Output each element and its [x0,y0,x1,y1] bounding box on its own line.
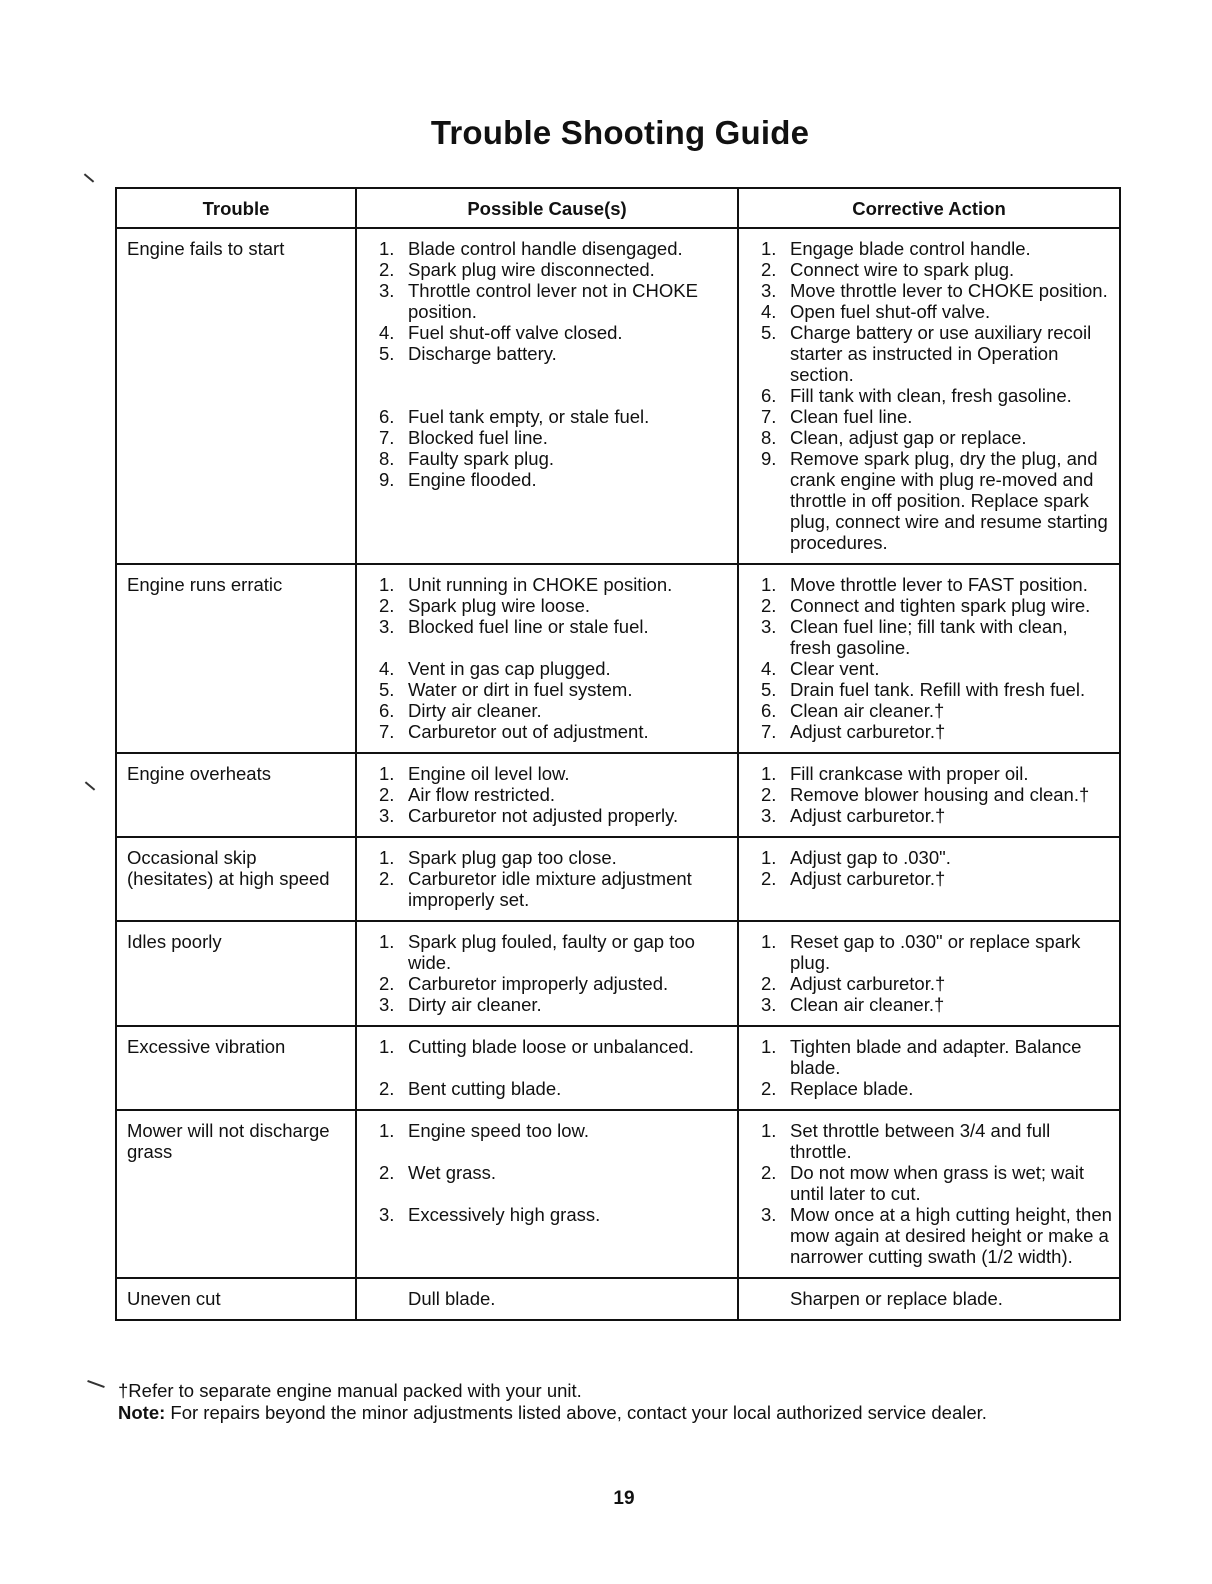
list-item: 6. Dirty air cleaner. [379,700,542,721]
trouble-cell: Excessive vibration [116,1026,356,1110]
list-item: 3. Clean air cleaner.† [761,994,945,1015]
list-item: 2. Adjust carburetor.† [761,973,946,994]
page-number: 19 [613,1488,635,1509]
list-item: 5. Drain fuel tank. Refill with fresh fuel. [761,679,1086,700]
cause-cell [356,1110,738,1278]
scan-mark [85,781,95,790]
action-cell [738,753,1120,837]
cause-cell [356,1026,738,1110]
list-item: 1. Engage blade control handle. [761,238,1031,259]
list-item: 9. Engine flooded. [379,469,537,490]
cause-cell [356,228,738,564]
list-item: 1. Adjust gap to .030". [761,847,951,868]
list-item: 5. Charge battery or use auxiliary recoil starter as instructed in Operation section. [761,322,1092,385]
list-item: 2. Replace blade. [761,1078,914,1099]
list-item: 3. Adjust carburetor.† [761,805,946,826]
list-item: 2. Connect wire to spark plug. [761,259,1015,280]
list-item: 3. Clean fuel line; fill tank with clean, fresh gasoline. [761,616,1068,658]
list-item: 2. Air flow restricted. [379,784,556,805]
list-item: 1. Unit running in CHOKE position. [379,574,673,595]
list-item: 1. Spark plug fouled, faulty or gap too wide. [379,931,695,973]
cause-cell [356,564,738,753]
list-item: 3. Excessively high grass. [379,1204,601,1225]
list-item: 6. Fuel tank empty, or stale fuel. [379,406,650,427]
table-row [116,228,1120,564]
action-cell [738,1110,1120,1278]
footnote [118,1380,987,1424]
header-action: Corrective Action [738,188,1120,228]
note-text: For repairs beyond the minor adjustments listed above, contact your local authorized service dealer. [165,1402,987,1423]
table-header-row [116,188,1120,228]
table-row [116,1110,1120,1278]
list-item: 7. Blocked fuel line. [379,427,548,448]
scan-mark [87,1380,105,1388]
list-item: 1. Spark plug gap too close. [379,847,617,868]
list-item: 2. Bent cutting blade. [379,1078,562,1099]
list-item: 3. Move throttle lever to CHOKE position. [761,280,1108,301]
troubleshooting-table [115,187,1121,1321]
list-item: 9. Remove spark plug, dry the plug, and crank engine with plug re-moved and throttle in off position. Replace spark plug, connect wire and resume starting procedures. [761,448,1108,553]
list-item: 2. Connect and tighten spark plug wire. [761,595,1091,616]
list-item: 2. Spark plug wire loose. [379,595,591,616]
list-item: 3. Dirty air cleaner. [379,994,542,1015]
trouble-cell: Engine fails to start [116,228,356,564]
list-item: 1. Reset gap to .030" or replace spark plug. [761,931,1081,973]
cause-text: Dull blade. [408,1288,496,1309]
list-item: 2. Do not mow when grass is wet; wait until later to cut. [761,1162,1085,1204]
list-item: 1. Tighten blade and adapter. Balance blade. [761,1036,1082,1078]
engine-manual-reference: †Refer to separate engine manual packed with your unit. [118,1380,582,1401]
table-row [116,753,1120,837]
action-cell [738,564,1120,753]
list-item: 4. Fuel shut-off valve closed. [379,322,623,343]
action-cell [738,228,1120,564]
list-item: 2. Carburetor idle mixture adjustment improperly set. [379,868,692,910]
list-item: 7. Clean fuel line. [761,406,913,427]
action-cell [738,1026,1120,1110]
list-item: 6. Clean air cleaner.† [761,700,945,721]
list-item: 8. Clean, adjust gap or replace. [761,427,1027,448]
action-text: Sharpen or replace blade. [790,1288,1003,1309]
list-item: 1. Blade control handle disengaged. [379,238,683,259]
list-item: 7. Adjust carburetor.† [761,721,946,742]
trouble-cell: Uneven cut [116,1278,356,1320]
list-item: 2. Wet grass. [379,1162,497,1183]
list-item: 4. Open fuel shut-off valve. [761,301,991,322]
list-item: 1. Fill crankcase with proper oil. [761,763,1029,784]
list-item: 3. Blocked fuel line or stale fuel. [379,616,649,637]
list-item: 8. Faulty spark plug. [379,448,555,469]
table-row [116,837,1120,921]
list-item: 2. Carburetor improperly adjusted. [379,973,669,994]
action-cell [738,1278,1120,1320]
trouble-cell: Engine overheats [116,753,356,837]
cause-cell [356,921,738,1026]
trouble-cell: Mower will not discharge grass [116,1110,356,1278]
action-cell [738,837,1120,921]
list-item: 6. Fill tank with clean, fresh gasoline. [761,385,1072,406]
list-item: 4. Clear vent. [761,658,880,679]
scan-mark [84,173,94,182]
list-item: 1. Engine oil level low. [379,763,570,784]
list-item: 2. Spark plug wire disconnected. [379,259,655,280]
trouble-cell: Idles poorly [116,921,356,1026]
service-note [118,1402,987,1424]
list-item: 1. Engine speed too low. [379,1120,590,1141]
table-row [116,1026,1120,1110]
header-trouble: Trouble [116,188,356,228]
note-label: Note: [118,1402,166,1423]
cause-cell [356,1278,738,1320]
trouble-cell: Occasional skip (hesitates) at high speed [116,837,356,921]
list-item: 3. Mow once at a high cutting height, then mow again at desired height or make a narrower cutting swath (1/2 width). [761,1204,1112,1267]
table-row [116,1278,1120,1320]
list-item: 4. Vent in gas cap plugged. [379,658,611,679]
list-item: 2. Remove blower housing and clean.† [761,784,1090,805]
action-cell [738,921,1120,1026]
list-item: 7. Carburetor out of adjustment. [379,721,649,742]
table-row [116,921,1120,1026]
list-item: 1. Move throttle lever to FAST position. [761,574,1088,595]
list-item: 5. Discharge battery. [379,343,557,364]
trouble-cell: Engine runs erratic [116,564,356,753]
list-item: 3. Throttle control lever not in CHOKE position. [379,280,698,322]
list-item: 2. Adjust carburetor.† [761,868,946,889]
cause-cell [356,753,738,837]
list-item: 1. Cutting blade loose or unbalanced. [379,1036,694,1057]
cause-cell [356,837,738,921]
table-row [116,564,1120,753]
list-item: 1. Set throttle between 3/4 and full throttle. [761,1120,1051,1162]
page-title: Trouble Shooting Guide [430,114,810,151]
list-item: 3. Carburetor not adjusted properly. [379,805,679,826]
list-item: 5. Water or dirt in fuel system. [379,679,633,700]
header-cause: Possible Cause(s) [356,188,738,228]
